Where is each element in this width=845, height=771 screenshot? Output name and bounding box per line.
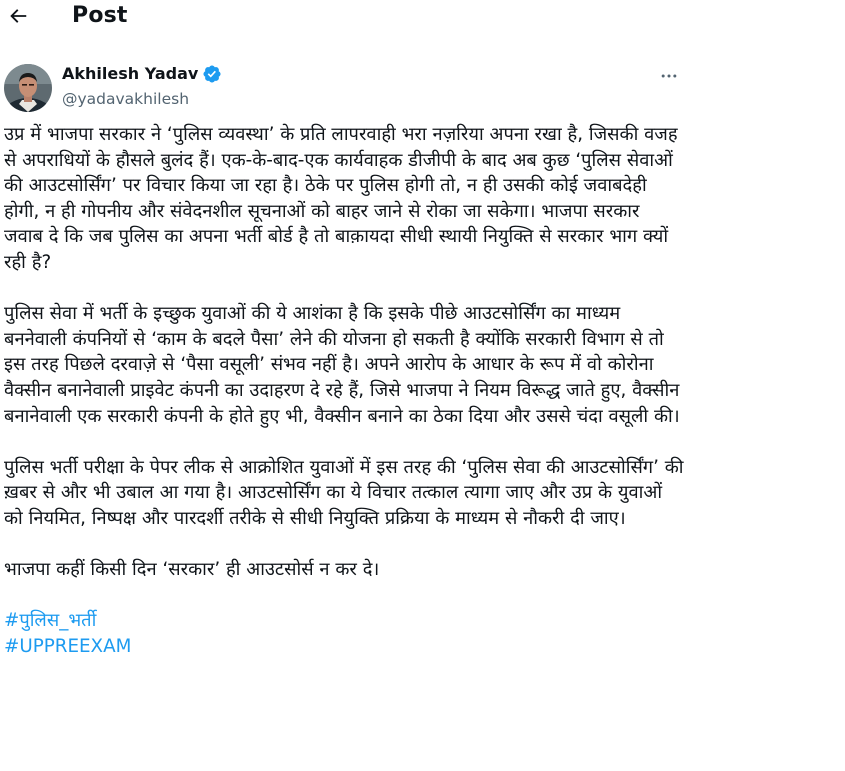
author-handle[interactable]: @yadavakhilesh [62, 90, 190, 108]
verified-badge-icon [202, 64, 222, 84]
tweet-text [4, 122, 684, 657]
avatar-image [4, 64, 52, 112]
avatar[interactable] [4, 64, 52, 112]
author-row [0, 58, 845, 118]
tweet-paragraph-2: पुलिस सेवा में भर्ती के इच्छुक युवाओं की ये आशंका है कि इसके पीछे आउटसोर्सिंग का माध्यम बननेवाली कंपनियों से ‘काम के बदले पैसा’ लेने की योजना हो सकती है क्योंकि सरकारी विभाग से तो इस तरह पिछले दरवाज़े से ‘पैसा वसूली’ संभव नहीं है। अपने आरोप के आधार के रूप में वो कोरोना वैक्सीन बनानेवाली प्राइवेट कंपनी का उदाहरण दे रहे हैं, जिसे भाजपा ने नियम विरूद्ध जाते हुए, वैक्सीन बनानेवाली एक सरकारी कंपनी के होते हुए भी, वैक्सीन बनाने का ठेका दिया और उससे चंदा वसूली की। [4, 303, 680, 427]
author-name[interactable]: Akhilesh Yadav [62, 64, 199, 83]
hashtag-link[interactable]: #पुलिस_भर्ती [4, 610, 97, 632]
hashtag-link[interactable]: #UPPREEXAM [4, 635, 132, 657]
tweet-paragraph-1: उप्र में भाजपा सरकार ने ‘पुलिस व्यवस्था’ के प्रति लापरवाही भरा नज़रिया अपना रखा है, जिसकी वजह से अपराधियों के हौसले बुलंद हैं। एक-के-बाद-एक कार्यवाहक डीजीपी के बाद अब कुछ ‘पुलिस सेवाओं की आउटसोर्सिंग’ पर विचार किया जा रहा है। ठेके पर पुलिस होगी तो, न ही उसकी कोई जवाबदेही होगी, न ही गोपनीय और संवेदनशील सूचनाओं को बाहर जाने से रोका जा सकेगा। भाजपा सरकार जवाब दे कि जब पुलिस का अपना भर्ती बोर्ड है तो बाक़ायदा सीधी स्थायी नियुक्ति से सरकार भाग क्यों रही है? [4, 124, 678, 273]
back-arrow-icon [7, 5, 29, 27]
more-options-icon [659, 66, 679, 86]
page-title: Post [72, 3, 128, 28]
back-button[interactable] [6, 4, 30, 28]
post-header [0, 0, 845, 36]
tweet-paragraph-3: पुलिस भर्ती परीक्षा के पेपर लीक से आक्रोशित युवाओं में इस तरह की ‘पुलिस सेवा की आउटसोर्सिंग’ की ख़बर से और भी उबाल आ गया है। आउटसोर्सिंग का ये विचार तत्काल त्यागा जाए और उप्र के युवाओं को नियमित, निष्पक्ष और पारदर्शी तरीके से सीधी नियुक्ति प्रक्रिया के माध्यम से नौकरी दी जाए। [4, 456, 684, 529]
tweet-paragraph-4: भाजपा कहीं किसी दिन ‘सरकार’ ही आउटसोर्स न कर दे। [4, 559, 380, 581]
author-name-line [62, 64, 222, 84]
more-options-button[interactable] [657, 64, 681, 88]
